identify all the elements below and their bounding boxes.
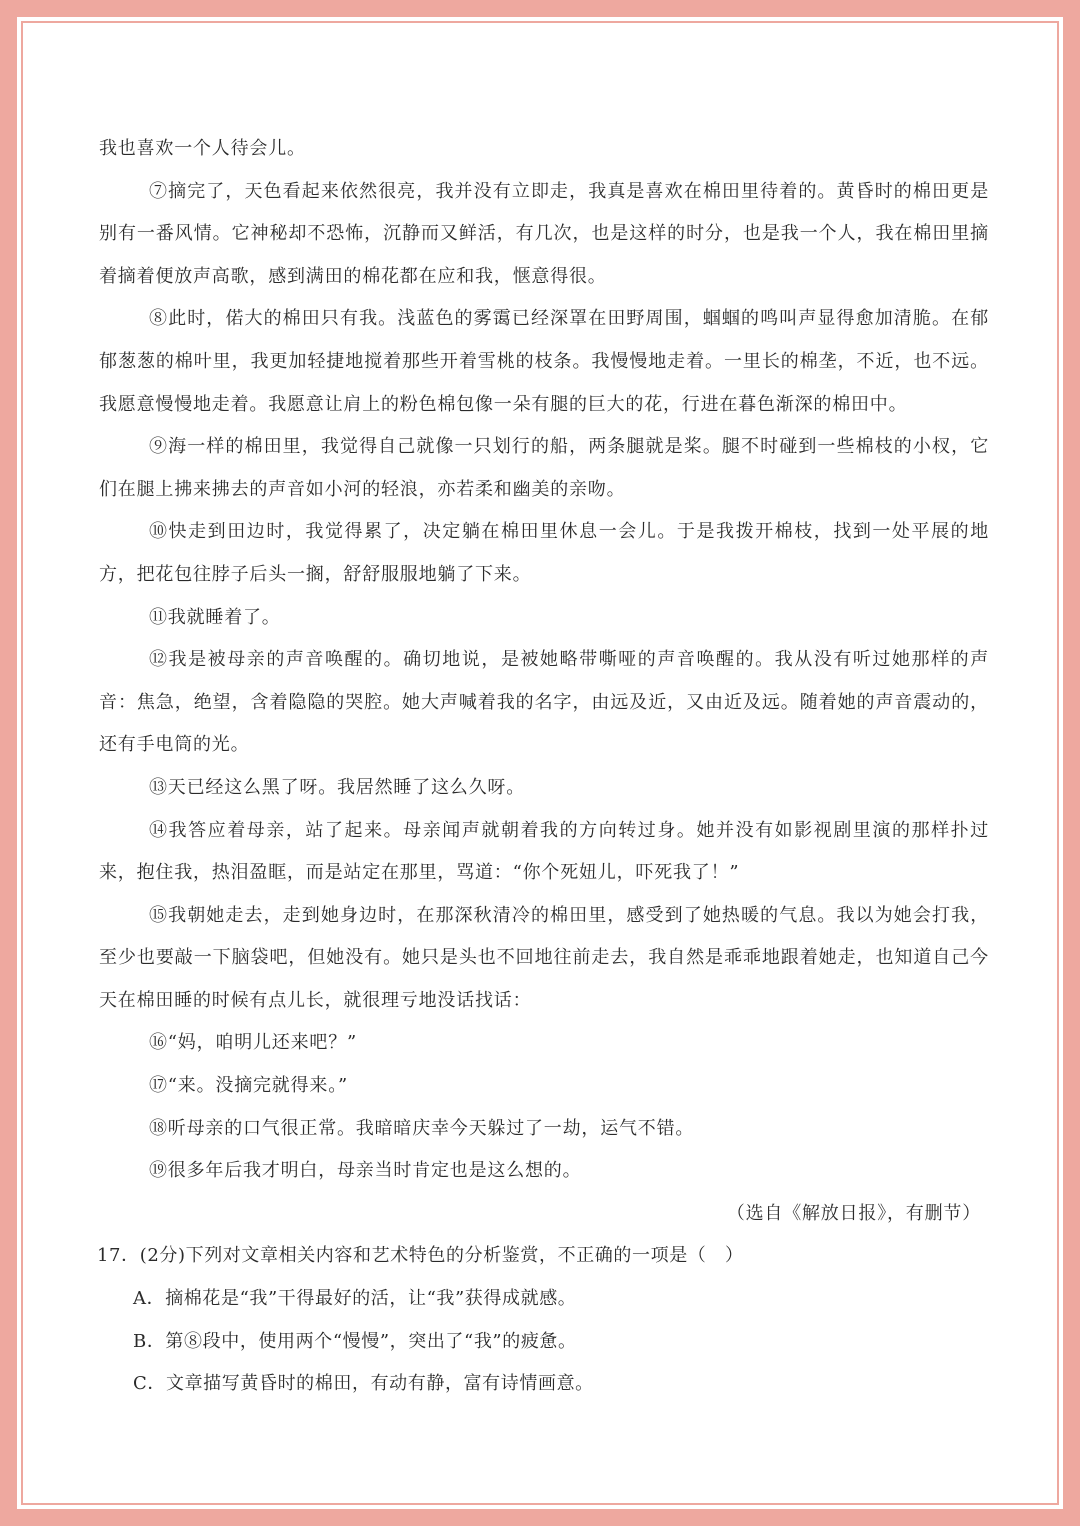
question-17-option-c: C．文章描写黄昏时的棉田，有动有静，富有诗情画意。 bbox=[133, 1373, 594, 1395]
paragraph-17: ⑰“来。没摘完就得来。” bbox=[149, 1075, 349, 1097]
paragraph-14: ⑭我答应着母亲，站了起来。母亲闻声就朝着我的方向转过身。她并没有如影视剧里演的那样扑过来，抱住我，热泪盈眶，而是站定在那里，骂道：“你个死妞儿，吓死我了！” bbox=[99, 819, 989, 884]
paragraph-15: ⑮我朝她走去，走到她身边时，在那深秋清冷的棉田里，感受到了她热暖的气息。我以为她会打我，至少也要敲一下脑袋吧，但她没有。她只是头也不回地往前走去，我自然是乖乖地跟着她走，也知道自己今天在棉田睡的时候有点儿长，就很理亏地没话找话： bbox=[99, 904, 989, 1011]
paragraph-8: ⑧此时，偌大的棉田只有我。浅蓝色的雾霭已经深罩在田野周围，蝈蝈的鸣叫声显得愈加清脆。在郁郁葱葱的棉叶里，我更加轻捷地搅着那些开着雪桃的枝条。我慢慢地走着。一里长的棉垄，不近，也不远。我愿意慢慢地走着。我愿意让肩上的粉色棉包像一朵有腿的巨大的花，行进在暮色渐深的棉田中。 bbox=[99, 308, 989, 415]
paragraph-continuation: 我也喜欢一个人待会儿。 bbox=[99, 138, 306, 159]
paragraph-18: ⑱听母亲的口气很正常。我暗暗庆幸今天躲过了一劫，运气不错。 bbox=[149, 1117, 695, 1139]
paragraph-12: ⑫我是被母亲的声音唤醒的。确切地说，是被她略带嘶哑的声音唤醒的。我从没有听过她那样的声音：焦急，绝望，含着隐隐的哭腔。她大声喊着我的名字，由远及近，又由近及远。随着她的声音震动的，还有手电筒的光。 bbox=[99, 649, 989, 756]
paragraph-11: ⑪我就睡着了。 bbox=[149, 606, 281, 628]
document-content bbox=[99, 128, 989, 1406]
paragraph-7: ⑦摘完了，天色看起来依然很亮，我并没有立即走，我真是喜欢在棉田里待着的。黄昏时的棉田更是别有一番风情。它神秘却不恐怖，沉静而又鲜活，有几次，也是这样的时分，也是我一个人，我在棉田里摘着摘着便放声高歌，感到满田的棉花都在应和我，惬意得很。 bbox=[99, 180, 989, 287]
paragraph-9: ⑨海一样的棉田里，我觉得自己就像一只划行的船，两条腿就是桨。腿不时碰到一些棉枝的小杈，它们在腿上拂来拂去的声音如小河的轻浪，亦若柔和幽美的亲吻。 bbox=[99, 436, 989, 500]
question-17-option-b: B．第⑧段中，使用两个“慢慢”，突出了“我”的疲惫。 bbox=[133, 1330, 577, 1352]
paragraph-16: ⑯“妈，咱明儿还来吧？” bbox=[149, 1032, 358, 1054]
question-17-stem: 17．(2分)下列对文章相关内容和艺术特色的分析鉴赏，不正确的一项是（ ） bbox=[97, 1245, 744, 1267]
question-17-option-a: A．摘棉花是“我”干得最好的活，让“我”获得成就感。 bbox=[133, 1288, 577, 1310]
paragraph-10: ⑩快走到田边时，我觉得累了，决定躺在棉田里休息一会儿。于是我拨开棉枝，找到一处平展的地方，把花包往脖子后头一搁，舒舒服服地躺了下来。 bbox=[99, 521, 989, 585]
source-citation: （选自《解放日报》，有删节） bbox=[726, 1202, 981, 1224]
paragraph-13: ⑬天已经这么黑了呀。我居然睡了这么久呀。 bbox=[149, 776, 525, 798]
paragraph-19: ⑲很多年后我才明白，母亲当时肯定也是这么想的。 bbox=[149, 1160, 582, 1182]
